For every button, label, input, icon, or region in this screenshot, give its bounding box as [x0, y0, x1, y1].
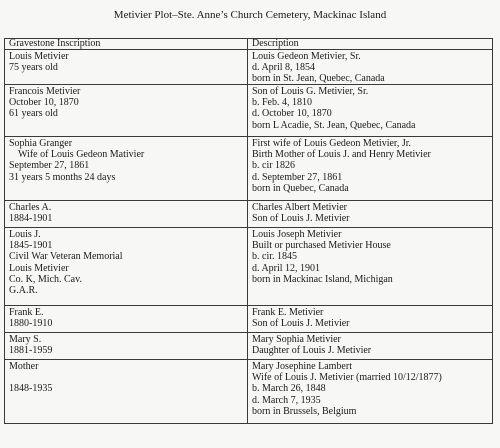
description-cell [248, 201, 493, 228]
column-header-inscription: Gravestone Inscription [5, 39, 248, 50]
description-line: d. April 12, 1901 [252, 262, 321, 274]
inscription-line: October 10, 1870 [9, 97, 79, 109]
inscription-line: Louis Metivier [9, 51, 69, 62]
inscription-cell [5, 228, 248, 306]
table-row [5, 201, 493, 228]
inscription-cell [5, 306, 248, 333]
inscription-line: Civil War Veteran Memorial [9, 251, 123, 263]
inscription-cell [5, 360, 248, 424]
table-row [5, 137, 493, 201]
description-cell [248, 137, 493, 201]
table-row [5, 333, 493, 360]
inscription-line: Frank E. [9, 307, 44, 319]
inscription-cell [5, 201, 248, 228]
description-line: b. cir 1826 [252, 160, 296, 172]
description-line: Wife of Louis J. Metivier (married 10/12/1877) [252, 372, 442, 384]
description-cell [248, 360, 493, 424]
description-line: Louis Joseph Metivier [252, 229, 342, 241]
description-line: Son of Louis G. Metivier, Sr. [252, 86, 369, 98]
description-line: d. September 27, 1861 [252, 171, 343, 183]
description-line: born in Quebec, Canada [252, 182, 349, 194]
description-line: Birth Mother of Louis J. and Henry Metivier [252, 149, 431, 161]
column-header-description: Description [248, 39, 493, 50]
description-line: First wife of Louis Gedeon Metivier, Jr. [252, 138, 412, 150]
inscription-line: Mother [9, 361, 39, 373]
description-cell [248, 306, 493, 333]
inscription-line: 1884-1901 [9, 213, 53, 225]
description-line: Charles Albert Metivier [252, 202, 347, 214]
inscription-line: Francois Metivier [9, 86, 81, 98]
inscription-line: 75 years old [9, 62, 58, 74]
table-row [5, 85, 493, 137]
description-line: Daughter of Louis J. Metivier [252, 345, 372, 357]
inscription-line: September 27, 1861 [9, 160, 90, 172]
inscription-line: Louis J. [9, 229, 41, 241]
inscription-line: 31 years 5 months 24 days [9, 171, 116, 183]
description-cell [248, 85, 493, 137]
description-line: born L Acadie, St. Jean, Quebec, Canada [252, 119, 416, 131]
inscription-line: 1880-1910 [9, 318, 53, 330]
inscription-line: G.A.R. [9, 284, 38, 296]
description-line: Frank E. Metivier [252, 307, 324, 319]
inscription-line: Wife of Louis Gedeon Mativier [18, 149, 145, 161]
table-row [5, 306, 493, 333]
description-line: Son of Louis J. Metivier [252, 318, 350, 330]
description-line: d. April 8, 1854 [252, 62, 316, 74]
inscription-cell [5, 137, 248, 201]
inscription-line: 61 years old [9, 108, 58, 120]
table-row [5, 228, 493, 306]
description-line: born in Mackinac Island, Michigan [252, 273, 393, 285]
table-body [5, 50, 493, 424]
description-line: b. Feb. 4, 1810 [252, 97, 312, 109]
description-line: born in St. Jean, Quebec, Canada [252, 73, 385, 85]
inscription-line [9, 372, 243, 383]
description-line: b. March 26, 1848 [252, 383, 326, 395]
inscription-line: Mary S. [9, 334, 42, 346]
description-line: Mary Josephine Lambert [252, 361, 352, 373]
inscription-line: 1881-1959 [9, 345, 53, 357]
description-line: b. cir. 1845 [252, 251, 297, 263]
inscription-line: 1848-1935 [9, 383, 53, 395]
inscription-line: Sophia Granger [9, 138, 73, 150]
inscription-line: Co. K, Mich. Cav. [9, 273, 82, 285]
table-header-row [5, 39, 493, 50]
description-cell [248, 333, 493, 360]
description-line: d. October 10, 1870 [252, 108, 332, 120]
inscription-cell [5, 50, 248, 85]
description-cell [248, 50, 493, 85]
inscription-cell [5, 333, 248, 360]
table-row [5, 50, 493, 85]
inscription-line: Charles A. [9, 202, 52, 214]
description-line: d. March 7, 1935 [252, 394, 321, 406]
page-title: Metivier Plot–Ste. Anne’s Church Cemetery, Mackinac Island [113, 9, 387, 21]
inscription-line: 1845-1901 [9, 240, 53, 252]
description-line: Built or purchased Metivier House [252, 240, 391, 252]
inscription-cell [5, 85, 248, 137]
description-line: Louis Gedeon Metivier, Sr. [252, 51, 361, 62]
inscription-line: Louis Metivier [9, 262, 69, 274]
description-line: born in Brussels, Belgium [252, 405, 357, 417]
table-row [5, 360, 493, 424]
cemetery-plot-table [4, 38, 493, 424]
description-line: Son of Louis J. Metivier [252, 213, 350, 225]
description-line: Mary Sophia Metivier [252, 334, 341, 346]
description-cell [248, 228, 493, 306]
